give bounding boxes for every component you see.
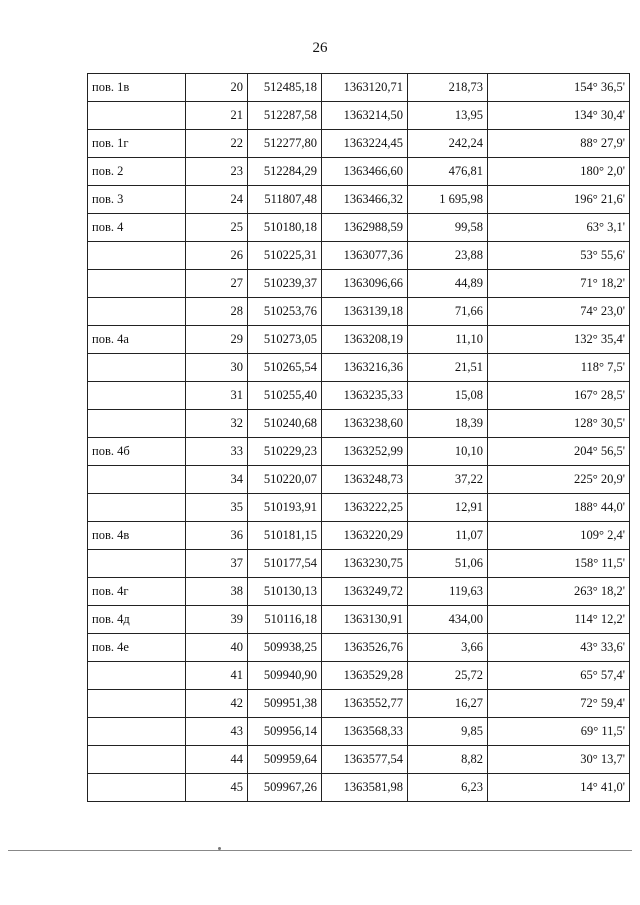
x-coordinate-cell: 512485,18 <box>248 74 322 102</box>
y-coordinate-cell: 1363526,76 <box>322 634 408 662</box>
point-number-cell: 43 <box>186 718 248 746</box>
x-coordinate-cell: 512284,29 <box>248 158 322 186</box>
section-cell <box>88 718 186 746</box>
y-coordinate-cell: 1363096,66 <box>322 270 408 298</box>
table-row <box>88 326 630 354</box>
x-coordinate-cell: 511807,48 <box>248 186 322 214</box>
y-coordinate-cell: 1363230,75 <box>322 550 408 578</box>
point-number-cell: 36 <box>186 522 248 550</box>
point-number-cell: 37 <box>186 550 248 578</box>
direction-angle-cell: 118° 7,5' <box>488 354 630 382</box>
y-coordinate-cell: 1363077,36 <box>322 242 408 270</box>
x-coordinate-cell: 510239,37 <box>248 270 322 298</box>
distance-cell: 9,85 <box>408 718 488 746</box>
direction-angle-cell: 30° 13,7' <box>488 746 630 774</box>
section-cell: пов. 4в <box>88 522 186 550</box>
table-row <box>88 774 630 802</box>
section-cell <box>88 662 186 690</box>
direction-angle-cell: 225° 20,9' <box>488 466 630 494</box>
x-coordinate-cell: 510255,40 <box>248 382 322 410</box>
scan-artifact <box>218 847 221 850</box>
y-coordinate-cell: 1363235,33 <box>322 382 408 410</box>
y-coordinate-cell: 1363216,36 <box>322 354 408 382</box>
distance-cell: 15,08 <box>408 382 488 410</box>
page-bottom-rule <box>8 850 632 851</box>
direction-angle-cell: 128° 30,5' <box>488 410 630 438</box>
distance-cell: 434,00 <box>408 606 488 634</box>
direction-angle-cell: 132° 35,4' <box>488 326 630 354</box>
direction-angle-cell: 167° 28,5' <box>488 382 630 410</box>
point-number-cell: 29 <box>186 326 248 354</box>
point-number-cell: 35 <box>186 494 248 522</box>
table-row <box>88 634 630 662</box>
x-coordinate-cell: 510116,18 <box>248 606 322 634</box>
point-number-cell: 45 <box>186 774 248 802</box>
y-coordinate-cell: 1363581,98 <box>322 774 408 802</box>
table-row <box>88 438 630 466</box>
distance-cell: 6,23 <box>408 774 488 802</box>
point-number-cell: 32 <box>186 410 248 438</box>
distance-cell: 3,66 <box>408 634 488 662</box>
table-row <box>88 158 630 186</box>
table-row <box>88 662 630 690</box>
x-coordinate-cell: 510265,54 <box>248 354 322 382</box>
table-row <box>88 690 630 718</box>
section-cell: пов. 4г <box>88 578 186 606</box>
direction-angle-cell: 14° 41,0' <box>488 774 630 802</box>
x-coordinate-cell: 509959,64 <box>248 746 322 774</box>
point-number-cell: 22 <box>186 130 248 158</box>
y-coordinate-cell: 1363214,50 <box>322 102 408 130</box>
table-row <box>88 270 630 298</box>
y-coordinate-cell: 1363466,60 <box>322 158 408 186</box>
section-cell <box>88 382 186 410</box>
point-number-cell: 34 <box>186 466 248 494</box>
y-coordinate-cell: 1363248,73 <box>322 466 408 494</box>
direction-angle-cell: 188° 44,0' <box>488 494 630 522</box>
y-coordinate-cell: 1363224,45 <box>322 130 408 158</box>
distance-cell: 99,58 <box>408 214 488 242</box>
direction-angle-cell: 204° 56,5' <box>488 438 630 466</box>
table-row <box>88 186 630 214</box>
coordinates-table-body <box>88 74 630 802</box>
y-coordinate-cell: 1363529,28 <box>322 662 408 690</box>
table-row <box>88 746 630 774</box>
direction-angle-cell: 158° 11,5' <box>488 550 630 578</box>
x-coordinate-cell: 512287,58 <box>248 102 322 130</box>
table-row <box>88 606 630 634</box>
direction-angle-cell: 71° 18,2' <box>488 270 630 298</box>
x-coordinate-cell: 509951,38 <box>248 690 322 718</box>
point-number-cell: 30 <box>186 354 248 382</box>
y-coordinate-cell: 1363577,54 <box>322 746 408 774</box>
distance-cell: 1 695,98 <box>408 186 488 214</box>
y-coordinate-cell: 1363222,25 <box>322 494 408 522</box>
table-row <box>88 242 630 270</box>
section-cell <box>88 410 186 438</box>
distance-cell: 11,07 <box>408 522 488 550</box>
distance-cell: 37,22 <box>408 466 488 494</box>
section-cell <box>88 102 186 130</box>
table-row <box>88 354 630 382</box>
point-number-cell: 24 <box>186 186 248 214</box>
distance-cell: 242,24 <box>408 130 488 158</box>
distance-cell: 476,81 <box>408 158 488 186</box>
direction-angle-cell: 72° 59,4' <box>488 690 630 718</box>
point-number-cell: 23 <box>186 158 248 186</box>
page-number: 26 <box>312 40 328 56</box>
section-cell: пов. 4д <box>88 606 186 634</box>
y-coordinate-cell: 1363466,32 <box>322 186 408 214</box>
y-coordinate-cell: 1363130,91 <box>322 606 408 634</box>
point-number-cell: 31 <box>186 382 248 410</box>
x-coordinate-cell: 510220,07 <box>248 466 322 494</box>
distance-cell: 12,91 <box>408 494 488 522</box>
distance-cell: 218,73 <box>408 74 488 102</box>
section-cell <box>88 550 186 578</box>
point-number-cell: 38 <box>186 578 248 606</box>
y-coordinate-cell: 1363208,19 <box>322 326 408 354</box>
point-number-cell: 44 <box>186 746 248 774</box>
section-cell: пов. 1г <box>88 130 186 158</box>
x-coordinate-cell: 510177,54 <box>248 550 322 578</box>
table-row <box>88 102 630 130</box>
point-number-cell: 42 <box>186 690 248 718</box>
direction-angle-cell: 263° 18,2' <box>488 578 630 606</box>
table-row <box>88 578 630 606</box>
distance-cell: 25,72 <box>408 662 488 690</box>
section-cell <box>88 354 186 382</box>
direction-angle-cell: 88° 27,9' <box>488 130 630 158</box>
x-coordinate-cell: 509938,25 <box>248 634 322 662</box>
distance-cell: 10,10 <box>408 438 488 466</box>
section-cell <box>88 466 186 494</box>
section-cell: пов. 4 <box>88 214 186 242</box>
table-row <box>88 494 630 522</box>
table-row <box>88 410 630 438</box>
distance-cell: 119,63 <box>408 578 488 606</box>
y-coordinate-cell: 1363552,77 <box>322 690 408 718</box>
direction-angle-cell: 180° 2,0' <box>488 158 630 186</box>
distance-cell: 51,06 <box>408 550 488 578</box>
section-cell <box>88 242 186 270</box>
direction-angle-cell: 196° 21,6' <box>488 186 630 214</box>
section-cell <box>88 774 186 802</box>
direction-angle-cell: 53° 55,6' <box>488 242 630 270</box>
coordinates-table <box>87 73 630 802</box>
y-coordinate-cell: 1363249,72 <box>322 578 408 606</box>
section-cell <box>88 494 186 522</box>
y-coordinate-cell: 1363139,18 <box>322 298 408 326</box>
section-cell <box>88 298 186 326</box>
direction-angle-cell: 63° 3,1' <box>488 214 630 242</box>
section-cell <box>88 270 186 298</box>
distance-cell: 44,89 <box>408 270 488 298</box>
x-coordinate-cell: 510229,23 <box>248 438 322 466</box>
x-coordinate-cell: 509956,14 <box>248 718 322 746</box>
x-coordinate-cell: 509940,90 <box>248 662 322 690</box>
direction-angle-cell: 114° 12,2' <box>488 606 630 634</box>
point-number-cell: 26 <box>186 242 248 270</box>
table-row <box>88 130 630 158</box>
x-coordinate-cell: 512277,80 <box>248 130 322 158</box>
point-number-cell: 21 <box>186 102 248 130</box>
table-row <box>88 550 630 578</box>
section-cell: пов. 2 <box>88 158 186 186</box>
y-coordinate-cell: 1363220,29 <box>322 522 408 550</box>
table-row <box>88 466 630 494</box>
direction-angle-cell: 69° 11,5' <box>488 718 630 746</box>
direction-angle-cell: 74° 23,0' <box>488 298 630 326</box>
section-cell: пов. 4б <box>88 438 186 466</box>
direction-angle-cell: 154° 36,5' <box>488 74 630 102</box>
section-cell: пов. 4а <box>88 326 186 354</box>
section-cell: пов. 1в <box>88 74 186 102</box>
distance-cell: 23,88 <box>408 242 488 270</box>
x-coordinate-cell: 510273,05 <box>248 326 322 354</box>
direction-angle-cell: 43° 33,6' <box>488 634 630 662</box>
distance-cell: 8,82 <box>408 746 488 774</box>
y-coordinate-cell: 1363568,33 <box>322 718 408 746</box>
x-coordinate-cell: 510193,91 <box>248 494 322 522</box>
distance-cell: 21,51 <box>408 354 488 382</box>
section-cell: пов. 3 <box>88 186 186 214</box>
distance-cell: 11,10 <box>408 326 488 354</box>
distance-cell: 16,27 <box>408 690 488 718</box>
x-coordinate-cell: 510181,15 <box>248 522 322 550</box>
distance-cell: 71,66 <box>408 298 488 326</box>
x-coordinate-cell: 510180,18 <box>248 214 322 242</box>
section-cell <box>88 746 186 774</box>
point-number-cell: 20 <box>186 74 248 102</box>
point-number-cell: 27 <box>186 270 248 298</box>
point-number-cell: 28 <box>186 298 248 326</box>
section-cell: пов. 4е <box>88 634 186 662</box>
point-number-cell: 41 <box>186 662 248 690</box>
y-coordinate-cell: 1363238,60 <box>322 410 408 438</box>
x-coordinate-cell: 509967,26 <box>248 774 322 802</box>
table-row <box>88 522 630 550</box>
point-number-cell: 25 <box>186 214 248 242</box>
x-coordinate-cell: 510240,68 <box>248 410 322 438</box>
direction-angle-cell: 109° 2,4' <box>488 522 630 550</box>
table-row <box>88 74 630 102</box>
table-row <box>88 382 630 410</box>
y-coordinate-cell: 1362988,59 <box>322 214 408 242</box>
table-row <box>88 214 630 242</box>
y-coordinate-cell: 1363252,99 <box>322 438 408 466</box>
point-number-cell: 33 <box>186 438 248 466</box>
x-coordinate-cell: 510130,13 <box>248 578 322 606</box>
point-number-cell: 40 <box>186 634 248 662</box>
section-cell <box>88 690 186 718</box>
table-row <box>88 718 630 746</box>
direction-angle-cell: 134° 30,4' <box>488 102 630 130</box>
y-coordinate-cell: 1363120,71 <box>322 74 408 102</box>
distance-cell: 13,95 <box>408 102 488 130</box>
point-number-cell: 39 <box>186 606 248 634</box>
x-coordinate-cell: 510225,31 <box>248 242 322 270</box>
distance-cell: 18,39 <box>408 410 488 438</box>
table-row <box>88 298 630 326</box>
direction-angle-cell: 65° 57,4' <box>488 662 630 690</box>
x-coordinate-cell: 510253,76 <box>248 298 322 326</box>
